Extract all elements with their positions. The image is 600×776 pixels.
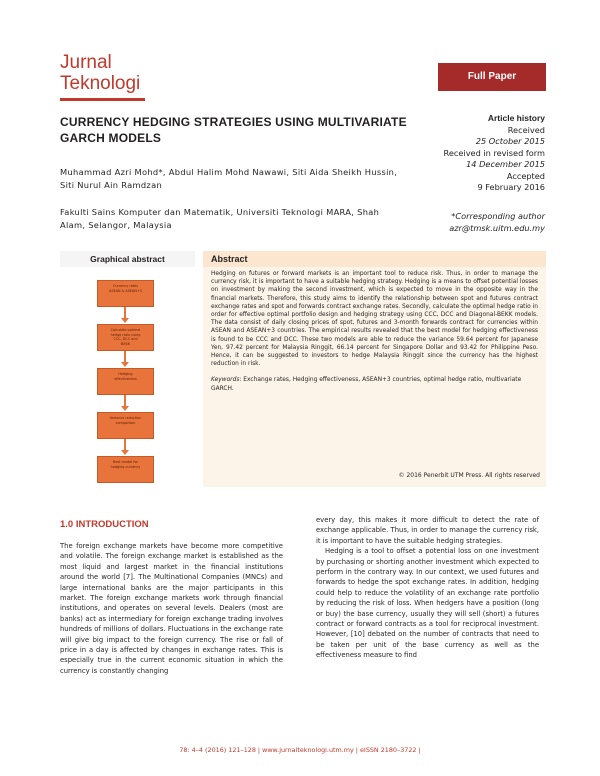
abstract-heading: Abstract (203, 251, 546, 267)
arrow-down-icon (121, 318, 129, 323)
accepted-date: 9 February 2016 (477, 182, 545, 192)
revised-date: 14 December 2015 (466, 159, 545, 169)
copyright-notice: © 2016 Penerbit UTM Press. All rights reserved (398, 472, 540, 479)
paragraph: The foreign exchange markets have become more competitive and volatile. The foreign exchange market is established as the most liquid and largest market in the financial institutions around the world [7]. The Multinational Companies (MNCs) and large international banks are the major participants in this market. The foreign exchange markets work through financial institutions, and operates on several levels. Dealers (most are banks) act as intermediary for foreign exchange trading involves hundreds of millions of dollars. Fluctuations in the exchange rate will give big impact to the foreign currency. The rise or fall of price in a day is affected by changes in exchange rates. This is especially true in the current economic situation in which the currency is constantly changing (60, 542, 283, 675)
arrow-down-icon (121, 406, 129, 411)
page-footer: 78: 4–4 (2016) 121–128 | www.jurnalteknologi.utm.my | eISSN 2180–3722 | (179, 746, 421, 754)
author-list: Muhammad Azri Mohd*, Abdul Halim Mohd Nawawi, Siti Aida Sheikh Hussin, Siti Nurul Ain Ramdzan (60, 167, 398, 190)
article-history-heading: Article history (487, 113, 545, 123)
corresponding-author-email[interactable]: azr@tmsk.uitm.edu.my (449, 223, 545, 233)
keywords-label: Keywords (211, 377, 240, 384)
abstract-text: Hedging on futures or forward markets is an important tool to reduce risk. Thus, in order to manage the currency risk, it is important to have a suitable hedging strategy. Hedging is a means to offset potential losses on investment by making the second investment, which is expected to move in the opposite way in the financial markets. Therefore, this study aims to identify the relationship between spot and futures contract exchange rates and spot and forwards contract exchange rates. Secondly, calculate the optimal hedge ratio in order for effective optimal portfolio design and hedging strategy using CCC, DCC and Diagonal-BEKK models. The data consist of daily closing prices of spot, futures and 3-month forwards contract for currencies within ASEAN and ASEAN+3 countries. The empirical results revealed that the best model for hedging effectiveness is found to be CCC and DCC. These two models are able to reduce the variance 59.64 percent for Japanese Yen, 97.42 percent for Malaysia Ringgit, 66.14 percent for Singapore Dollar and 93.42 for Philippine Peso. Hence, it can be suggested to investors to hedge Malaysia Ringgit since the currency has the highest reduction in risk. (211, 271, 538, 368)
paragraph: every day, this makes it more difficult to detect the rate of exchange applicable. Thus, in order to manage the currency risk, it is important to have the suitable hedging strategies. (316, 516, 539, 545)
journal-logo-rule (60, 98, 145, 101)
section-heading-introduction: 1.0 INTRODUCTION (60, 519, 149, 530)
arrow-down-icon (121, 450, 129, 455)
keywords-text: : Exchange rates, Hedging effectiveness, ASEAN+3 countries, optimal hedge ratio, multivariate GARCH. (211, 377, 522, 392)
paragraph: Hedging is a tool to offset a potential loss on one investment by purchasing or shorting another investment which expected to perform in the contrary way. In our context, we used futures and forwards to hedge the spot exchange rates. In addition, hedging could help to reduce the volatility of an exchange rate portfolio by reducing the risk of loss. When hedgers have a position (long or buy) the base currency, usually they will sell (short) a futures contract or forward contracts as a tool for reciprocal investment. However, [10] debated on the number of contracts that need to be taken per unit of the base currency as well as the effectiveness measure to find (316, 547, 539, 660)
received-date: 25 October 2015 (475, 136, 545, 146)
flowchart-step: Calculate optimal hedge ratio using CCC, DCC and BEKK (97, 324, 154, 351)
article-history (415, 113, 545, 194)
flowchart-step: Hedging effectiveness (97, 368, 154, 395)
graphical-abstract-heading: Graphical abstract (60, 251, 195, 267)
paper-title: CURRENCY HEDGING STRATEGIES USING MULTIVARIATE GARCH MODELS (60, 115, 407, 145)
affiliation: Fakulti Sains Komputer dan Matematik, Universiti Teknologi MARA, Shah Alam, Selangor, Malaysia (60, 207, 380, 230)
flowchart-step: Variance reduction comparison (97, 412, 154, 439)
corresponding-author-label: *Corresponding author (451, 211, 545, 221)
flowchart-step: Best model for hedging currency (97, 456, 154, 483)
abstract-body (203, 267, 546, 487)
graphical-abstract-flowchart (60, 267, 195, 487)
journal-name-line2: Teknologi (60, 73, 141, 94)
accepted-label: Accepted (506, 170, 545, 181)
full-paper-badge: Full Paper (438, 63, 546, 91)
arrow-down-icon (121, 362, 129, 367)
revised-label: Received in revised form (443, 147, 545, 158)
corresponding-author (415, 210, 545, 234)
flowchart-step: Currency rates ASEAN & ASEAN+3 (97, 280, 154, 307)
introduction-left-column (60, 541, 283, 676)
journal-logo (60, 52, 140, 94)
introduction-right-column (316, 515, 539, 661)
journal-name-line1: Jurnal (60, 52, 112, 73)
abstract-keywords (211, 376, 538, 392)
received-label: Received (507, 124, 545, 135)
